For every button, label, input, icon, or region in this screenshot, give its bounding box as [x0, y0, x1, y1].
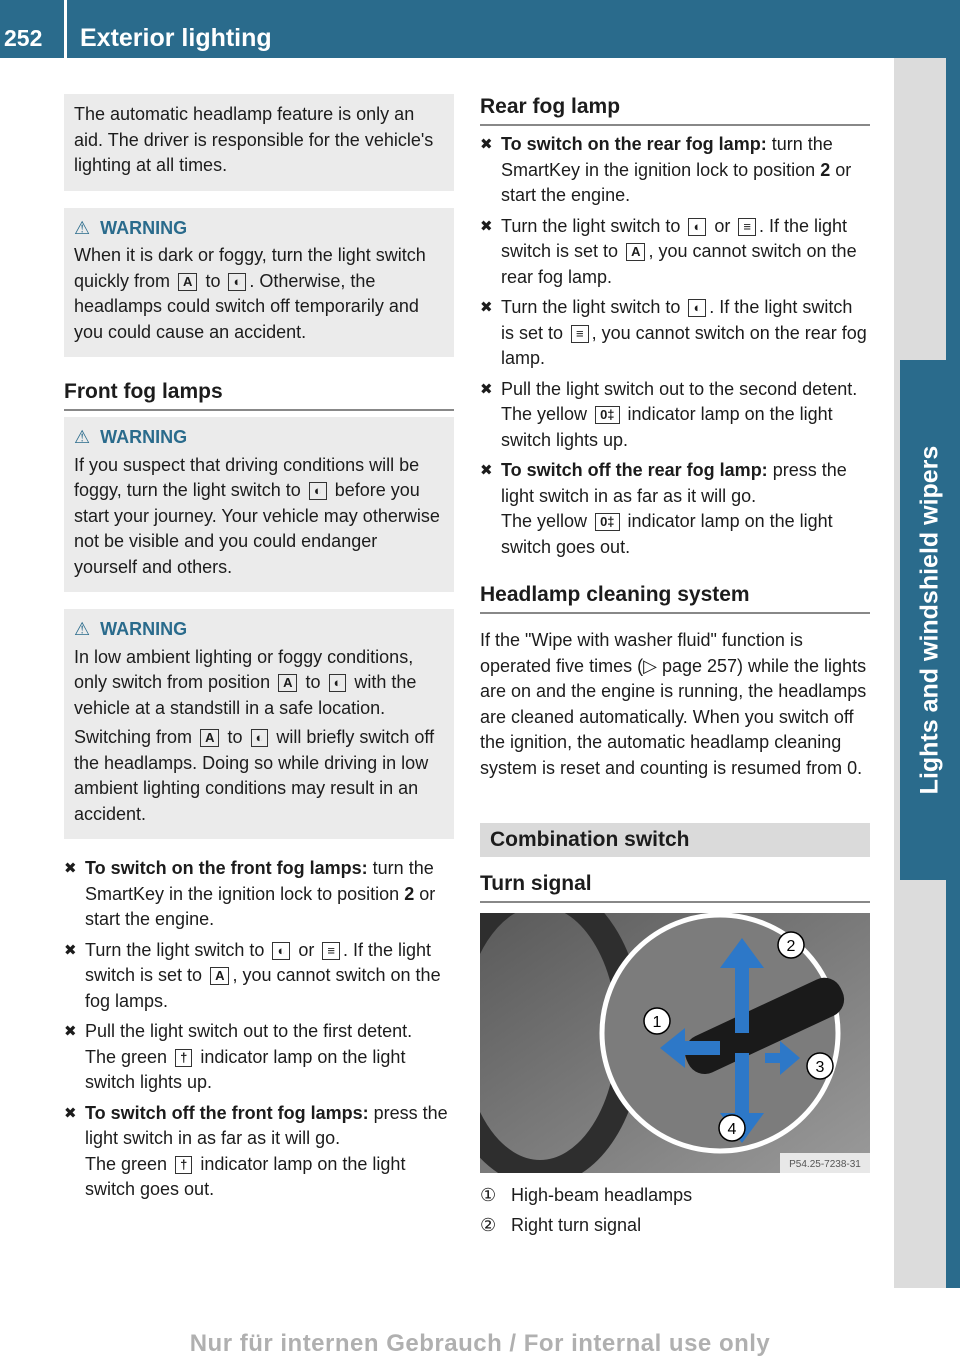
warning-text: . Otherwise, the headlamps could switch off temporarily and you could cause an accident.: [74, 270, 419, 342]
low-beam-icon: ◐: [309, 482, 327, 500]
front-fog-icon: †: [175, 1156, 192, 1174]
instruction-step: ✖ To switch off the front fog lamps: press the light switch in as far as it will go. The green † indicator lamp on the light switch goes out.: [64, 1102, 448, 1199]
legend-number: ①: [480, 1184, 497, 1205]
warning-text: to: [227, 727, 243, 747]
low-beam-icon: ◐: [329, 674, 347, 692]
legend-text: Right turn signal: [511, 1215, 642, 1235]
step-arrow-icon: ✖: [480, 462, 493, 479]
parking-light-icon: ≡: [738, 218, 756, 236]
warning-box-1: [64, 208, 454, 358]
svg-text:3: 3: [815, 1058, 825, 1076]
combination-switch-photo: [480, 913, 870, 1173]
auto-light-icon: A: [626, 243, 645, 261]
chapter-tab-label: Lights and windshield wipers: [915, 445, 944, 795]
legend-item: [480, 1213, 870, 1239]
warning-icon: ⚠: [74, 427, 91, 447]
info-text: The automatic headlamp feature is only an aid. The driver is responsible for the vehicle's lighting at all times.: [74, 104, 434, 175]
instruction-step: ✖ To switch on the rear fog lamp: turn the SmartKey in the ignition lock to position 2 or start the engine.: [480, 134, 852, 205]
warning-text: to: [305, 672, 321, 692]
instruction-step: ✖ Turn the light switch to ◐ . If the light switch is set to ≡ , you cannot switch on the rear fog lamp.: [480, 297, 867, 368]
warning-text: In low ambient lighting or foggy conditions, only switch from position: [74, 646, 414, 692]
chapter-tab: [900, 360, 960, 880]
right-column: [480, 94, 870, 1244]
cleaning-paragraph: If the "Wipe with washer fluid" function is operated five times (▷ page 257) while the lights are on and the engine is running, the headlamps are cleaned automatically. When you switch off the ignition, the automatic headlamp cleaning system is reset and counting is resumed from 0.: [480, 630, 867, 778]
instruction-step: ✖ To switch off the rear fog lamp: press the light switch in as far as it will go. The yellow 0‡ indicator lamp on the light switch goes out.: [480, 460, 847, 557]
low-beam-icon: ◐: [251, 729, 269, 747]
low-beam-icon: ◐: [688, 299, 706, 317]
warning-text: Switching from: [74, 727, 193, 747]
callout-1: [644, 1008, 670, 1034]
front-fog-icon: †: [175, 1049, 192, 1067]
svg-text:2: 2: [786, 937, 796, 955]
auto-light-icon: A: [200, 729, 219, 747]
section-title-turn-signal: Turn signal: [480, 871, 870, 903]
page-ref-arrow-icon: ▷: [643, 655, 657, 676]
section-title-headlamp-cleaning: Headlamp cleaning system: [480, 582, 870, 614]
step-arrow-icon: ✖: [64, 941, 77, 959]
warning-text: with the vehicle at a standstill in a safe location.: [74, 672, 417, 718]
step-arrow-icon: ✖: [64, 1023, 77, 1040]
low-beam-icon: ◐: [272, 942, 290, 960]
step-arrow-icon: ✖: [480, 136, 493, 153]
page-title: Exterior lighting: [80, 24, 272, 52]
parking-light-icon: ≡: [322, 942, 340, 960]
legend-text: High-beam headlamps: [511, 1184, 693, 1205]
warning-label: WARNING: [100, 427, 188, 447]
section-title-rear-fog: Rear fog lamp: [480, 94, 870, 126]
parking-light-icon: ≡: [571, 325, 589, 343]
warning-text: will briefly switch off the headlamps. Doing so while driving in low ambient lighting conditions may result in an accident.: [74, 727, 435, 824]
warning-icon: ⚠: [74, 217, 91, 238]
step-arrow-icon: ✖: [480, 380, 493, 398]
rear-fog-icon: 0‡: [595, 406, 619, 424]
footer-watermark: Nur für internen Gebrauch / For internal use only: [189, 1330, 771, 1357]
page-number: 252: [4, 25, 43, 51]
svg-text:1: 1: [652, 1013, 662, 1031]
low-beam-icon: ◐: [688, 218, 706, 236]
step-arrow-icon: ✖: [64, 860, 77, 877]
section-bar-combination-switch: Combination switch: [480, 823, 870, 857]
warning-text: If you suspect that driving conditions will be foggy, turn the light switch to: [74, 454, 420, 500]
legend-number: ②: [480, 1215, 497, 1235]
svg-text:4: 4: [727, 1120, 737, 1138]
auto-light-icon: A: [278, 674, 297, 692]
step-arrow-icon: ✖: [64, 1104, 77, 1122]
warning-text: When it is dark or foggy, turn the light switch quickly from: [74, 245, 426, 291]
warning-box-2: [64, 417, 454, 592]
auto-light-icon: A: [210, 967, 229, 985]
step-arrow-icon: ✖: [480, 217, 493, 235]
callout-4: [719, 1115, 745, 1141]
rear-fog-icon: 0‡: [595, 513, 619, 531]
warning-text: to: [205, 270, 221, 291]
instruction-step: ✖ Pull the light switch out to the first detent. The green † indicator lamp on the light switch lights up.: [64, 1021, 413, 1092]
instruction-step: ✖ To switch on the front fog lamps: turn the SmartKey in the ignition lock to position 2 or start the engine.: [64, 858, 436, 929]
warning-label: WARNING: [100, 619, 188, 639]
warning-label: WARNING: [100, 217, 188, 238]
header-divider: [64, 0, 67, 58]
instruction-step: ✖ Turn the light switch to ◐ or ≡ . If the light switch is set to A , you cannot switch on the fog lamps.: [64, 939, 441, 1011]
instruction-step: ✖ Turn the light switch to ◐ or ≡ . If the light switch is set to A , you cannot switch on the rear fog lamp.: [480, 215, 857, 287]
warning-icon: ⚠: [74, 619, 91, 639]
callout-3: [807, 1053, 833, 1079]
auto-light-icon: A: [178, 273, 197, 291]
left-column: [64, 94, 454, 1208]
warning-box-3: [64, 609, 454, 839]
step-arrow-icon: ✖: [480, 299, 493, 316]
instruction-step: ✖ Pull the light switch out to the second detent. The yellow 0‡ indicator lamp on the light switch lights up.: [480, 378, 858, 450]
section-title-front-fog: Front fog lamps: [64, 379, 454, 411]
callout-2: [778, 932, 804, 958]
legend-item: [480, 1183, 870, 1209]
info-box: [64, 94, 454, 191]
low-beam-icon: ◐: [228, 273, 246, 291]
page-header: [0, 0, 960, 58]
warning-text: before you start your journey. Your vehicle may otherwise not be visible and you could endanger yourself and others.: [74, 480, 440, 577]
image-code: P54.25-7238-31: [789, 1158, 861, 1170]
